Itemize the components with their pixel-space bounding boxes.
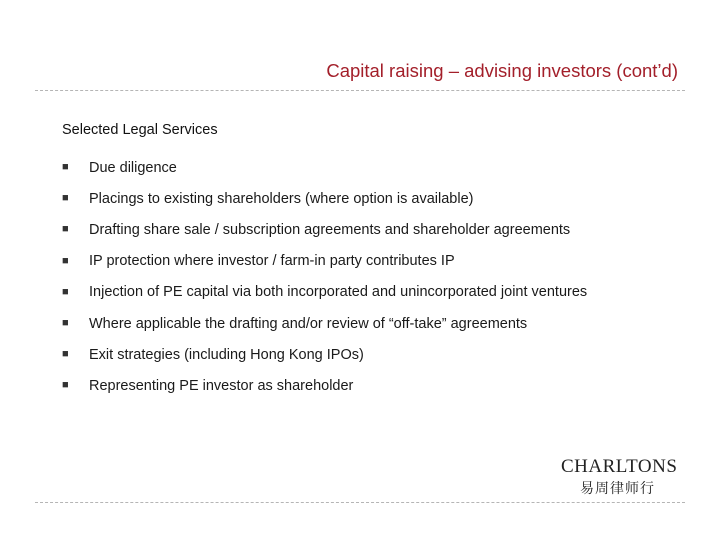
- list-item: [62, 183, 587, 214]
- bullet-icon: ■: [62, 317, 69, 330]
- charltons-logo: [556, 452, 682, 498]
- list-item-text: Injection of PE capital via both incorporated and unincorporated joint ventures: [89, 284, 588, 301]
- section-heading: Selected Legal Services: [62, 122, 218, 138]
- list-item: [62, 277, 587, 308]
- list-item: [62, 152, 587, 183]
- list-item: [62, 370, 587, 401]
- bullet-icon: ■: [62, 192, 69, 205]
- list-item-text: Representing PE investor as shareholder: [89, 377, 354, 394]
- bullet-icon: ■: [62, 254, 69, 267]
- list-item-text: Exit strategies (including Hong Kong IPOs): [89, 346, 364, 363]
- top-divider: [35, 90, 685, 91]
- list-item: [62, 308, 587, 339]
- slide-title: Capital raising – advising investors (cont’d): [326, 60, 678, 81]
- bullet-icon: ■: [62, 285, 69, 298]
- bullet-icon: ■: [62, 161, 69, 174]
- list-item-text: Drafting share sale / subscription agreements and shareholder agreements: [89, 221, 571, 238]
- bullet-icon: ■: [62, 348, 69, 361]
- list-item-text: Placings to existing shareholders (where option is available): [89, 190, 474, 207]
- bullet-icon: ■: [62, 379, 69, 392]
- logo-name-chinese: 易周律师行: [580, 481, 655, 497]
- bottom-divider: [35, 502, 685, 503]
- list-item: [62, 214, 587, 245]
- list-item-text: Due diligence: [89, 159, 177, 176]
- list-item: [62, 339, 587, 370]
- services-list: [62, 152, 587, 402]
- logo-name-english: CHARLTONS: [561, 456, 678, 477]
- list-item: [62, 246, 587, 277]
- list-item-text: IP protection where investor / farm-in party contributes IP: [89, 253, 455, 270]
- bullet-icon: ■: [62, 223, 69, 236]
- list-item-text: Where applicable the drafting and/or review of “off-take” agreements: [89, 315, 528, 332]
